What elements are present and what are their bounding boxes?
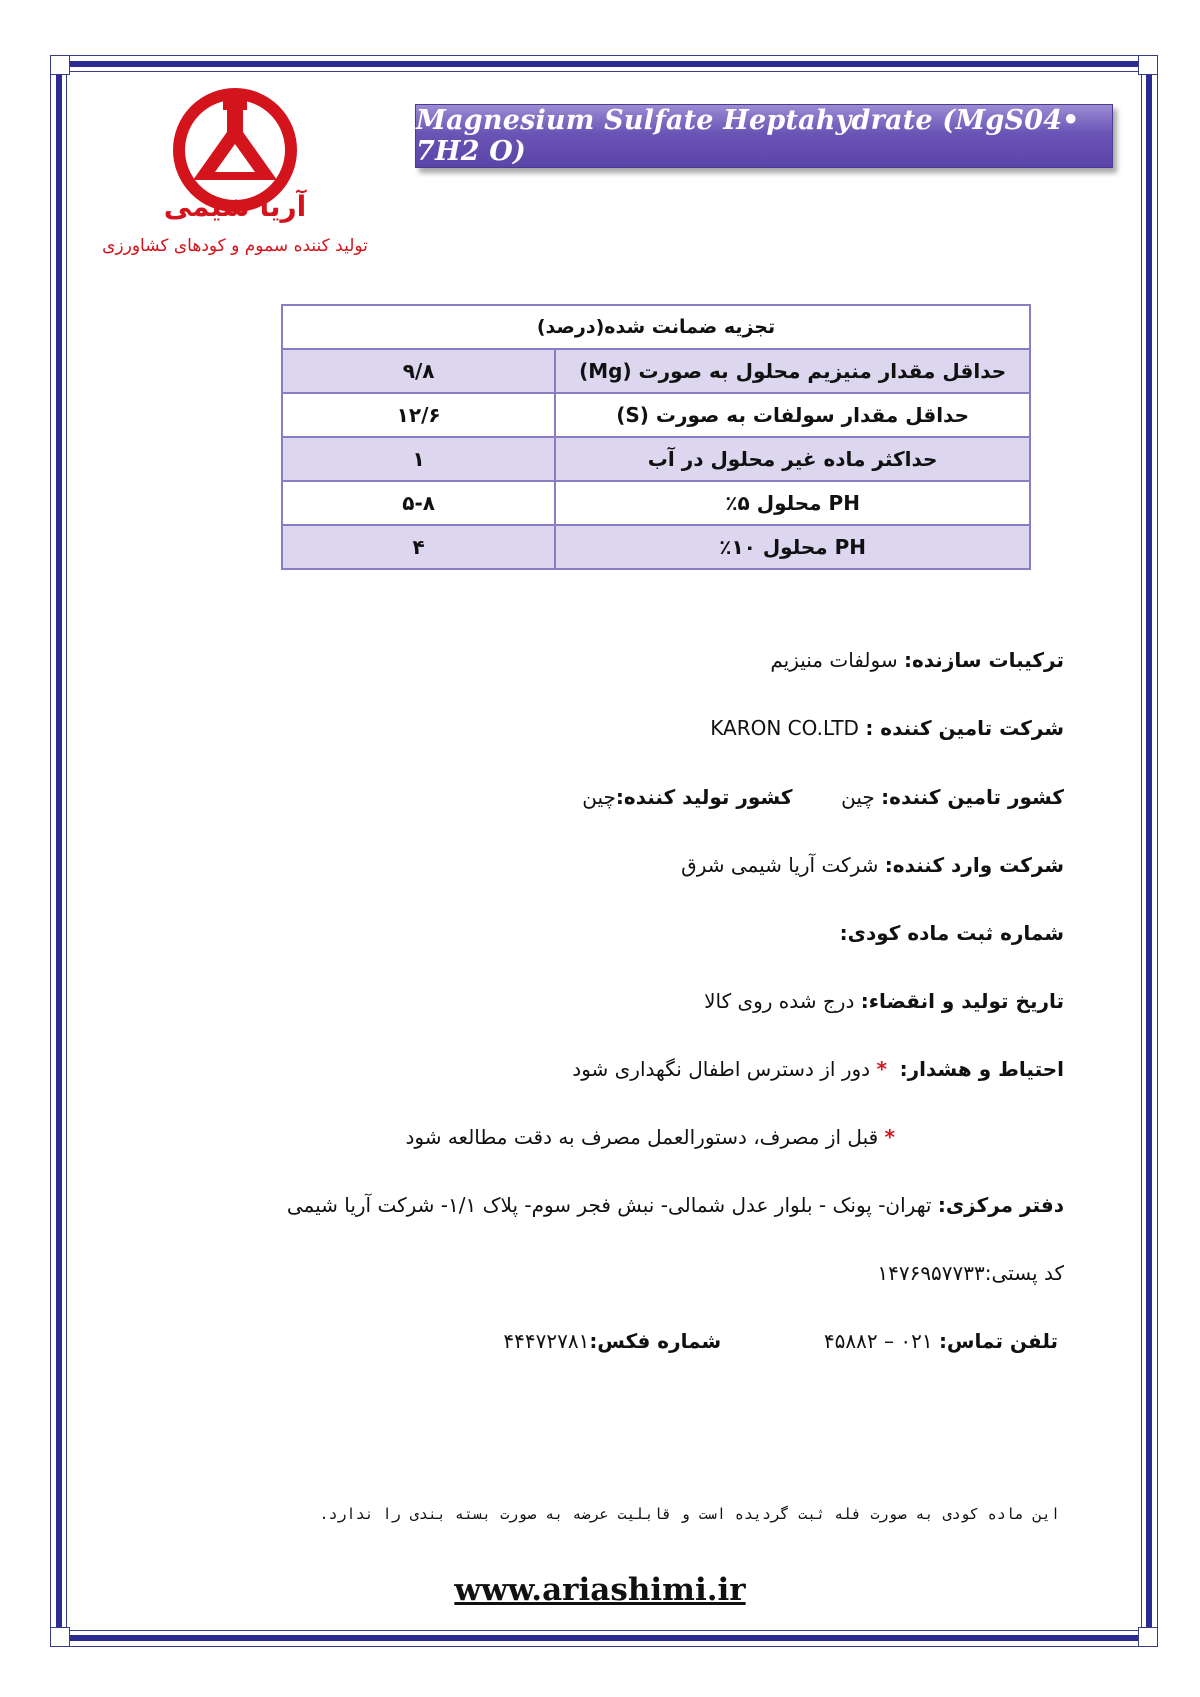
importer-line <box>681 853 1064 877</box>
supplier-country-label: کشور تامین کننده: <box>881 785 1064 809</box>
table-row <box>282 525 1030 569</box>
table-cell-value: ۱ <box>282 437 555 481</box>
phone-label: تلفن تماس: <box>938 1329 1058 1353</box>
dates-value: درج شده روی کالا <box>704 989 855 1013</box>
logo-company-name: آریا شیمی <box>163 190 307 223</box>
supplier-value: KARON CO.LTD <box>710 716 859 740</box>
guaranteed-analysis-table <box>281 304 1031 570</box>
table-cell-name: PH محلول ۱۰٪ <box>555 525 1030 569</box>
table-cell-name: حداکثر ماده غیر محلول در آب <box>555 437 1030 481</box>
frame-corner-bottom-right <box>1138 1627 1158 1647</box>
table-cell-name: PH محلول ۵٪ <box>555 481 1030 525</box>
table-cell-name: حداقل مقدار منیزیم محلول به صورت (Mg) <box>555 349 1030 393</box>
caution-line <box>572 1057 1064 1081</box>
caution-value: دور از دسترس اطفال نگهداری شود <box>572 1057 871 1081</box>
table-header-row <box>282 305 1030 349</box>
producer-country-value: چین <box>582 785 616 809</box>
importer-value: شرکت آریا شیمی شرق <box>681 853 879 877</box>
composition-line <box>770 648 1064 672</box>
asterisk-icon: * <box>876 1057 887 1081</box>
caution-label: احتیاط و هشدار: <box>899 1057 1064 1081</box>
dates-line <box>704 989 1064 1013</box>
registration-label: شماره ثبت ماده کودی: <box>839 921 1064 945</box>
office-label: دفتر مرکزی: <box>937 1193 1064 1217</box>
table-cell-value: ۹/۸ <box>282 349 555 393</box>
table-cell-value: ۴ <box>282 525 555 569</box>
postal-value: کد پستی:۱۴۷۶۹۵۷۷۳۳ <box>877 1261 1064 1285</box>
supplier-line <box>710 716 1064 740</box>
office-value: تهران- پونک - بلوار عدل شمالی- نبش فجر سوم- پلاک ۱/۱- شرکت آریا شیمی <box>286 1193 932 1217</box>
product-title: Magnesium Sulfate Heptahydrate (MgS04• 7H2 O) <box>416 105 1080 167</box>
composition-label: ترکیبات سازنده: <box>903 648 1064 672</box>
frame-corner-bottom-left <box>50 1627 70 1647</box>
producer-country-label: کشور تولید کننده: <box>615 785 793 809</box>
caution2-value: قبل از مصرف، دستورالعمل مصرف به دقت مطالعه شود <box>405 1125 879 1149</box>
phone-value: ۰۲۱ – ۴۵۸۸۲ <box>823 1329 933 1353</box>
table-cell-value: ۵-۸ <box>282 481 555 525</box>
office-line <box>287 1193 1064 1217</box>
caution-line-2 <box>405 1125 895 1149</box>
table-row <box>282 437 1030 481</box>
registration-line <box>840 921 1064 945</box>
company-logo <box>85 88 385 268</box>
asterisk-icon: * <box>884 1125 895 1149</box>
frame-corner-top-left <box>50 55 70 75</box>
supplier-label: شرکت تامین کننده : <box>865 716 1064 740</box>
table-header: تجزیه ضمانت شده(درصد) <box>282 305 1030 349</box>
composition-value: سولفات منیزیم <box>770 648 898 672</box>
title-banner <box>415 104 1113 168</box>
fax-label: شماره فکس: <box>589 1329 722 1353</box>
frame-corner-top-right <box>1138 55 1158 75</box>
postal-line <box>877 1261 1064 1285</box>
website-link[interactable]: www.ariashimi.ir <box>454 1572 746 1608</box>
table-row <box>282 349 1030 393</box>
table-cell-name: حداقل مقدار سولفات به صورت (S) <box>555 393 1030 437</box>
importer-label: شرکت وارد کننده: <box>884 853 1064 877</box>
fax-value: ۴۴۴۷۲۷۸۱ <box>503 1329 590 1353</box>
table-row <box>282 393 1030 437</box>
bulk-registration-note: این ماده کودی به صورت فله ثبت گردیده است و قابلیت عرضه به صورت بسته بندی را ندارد. <box>319 1505 1060 1523</box>
dates-label: تاریخ تولید و انقضاء: <box>860 989 1064 1013</box>
table-row <box>282 481 1030 525</box>
logo-tagline: تولید کننده سموم و کودهای کشاورزی <box>102 236 368 256</box>
supplier-country-value: چین <box>841 785 875 809</box>
country-line <box>582 785 1064 809</box>
contact-line <box>503 1329 1058 1353</box>
table-cell-value: ۱۲/۶ <box>282 393 555 437</box>
